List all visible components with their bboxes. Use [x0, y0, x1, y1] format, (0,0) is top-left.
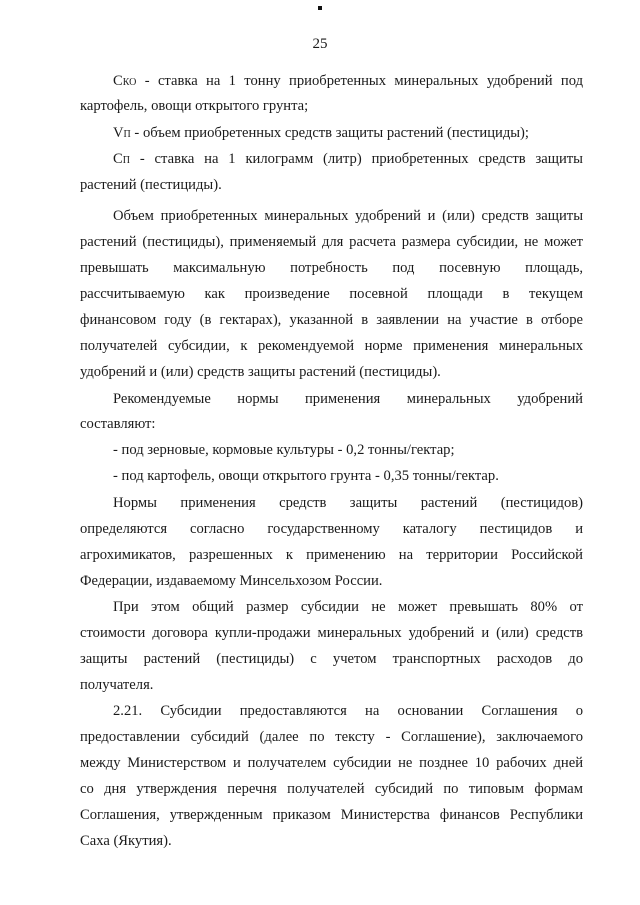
def-vp-text: - объем приобретенных средств защиты растений (пестициды);	[130, 125, 529, 141]
def-cko-line2: картофель, овощи открытого грунта;	[80, 98, 309, 114]
def-vp-line	[113, 120, 583, 148]
para-pesticides-line: Федерации, издаваемому Минсельхозом России.	[80, 573, 383, 589]
para-2-21-line: Саха (Якутия).	[80, 833, 172, 849]
def-cko-subscript: КО	[122, 77, 137, 88]
para-volume-line: Объем приобретенных минеральных удобрений и (или) средств защиты	[113, 208, 583, 224]
para-volume-line: превышать максимальную потребность под посевную площадь,	[80, 260, 583, 276]
def-vp-symbol: V	[113, 125, 124, 141]
para-pesticides-line: определяются согласно государственному каталогу пестицидов и	[80, 521, 583, 537]
para-limit-line: получателя.	[80, 677, 154, 693]
para-2-21-line: 2.21. Субсидии предоставляются на основании Соглашения о	[113, 703, 583, 719]
para-norms-line: Рекомендуемые нормы применения минеральных удобрений	[113, 391, 583, 407]
para-limit-line: стоимости договора купли-продажи минеральных удобрений и (или) средств	[80, 625, 583, 641]
def-cp-line1	[113, 146, 583, 174]
def-cp-line2: растений (пестициды).	[80, 177, 222, 193]
para-pesticides-line: Нормы применения средств защиты растений (пестицидов)	[113, 495, 583, 511]
def-cko-text: - ставка на 1 тонну приобретенных минеральных удобрений под	[136, 73, 583, 89]
para-volume-line: удобрений и (или) средств защиты растений (пестициды).	[80, 364, 441, 380]
def-vp-subscript: П	[123, 129, 131, 140]
def-cp-symbol: C	[113, 151, 123, 167]
def-cp-text: - ставка на 1 килограмм (литр) приобретенных средств защиты	[129, 151, 583, 167]
para-norms-line: составляют:	[80, 416, 156, 432]
para-2-21-line: предоставлении субсидий (далее по тексту - Соглашение), заключаемого	[80, 729, 583, 745]
para-volume-line: рассчитываемую как произведение посевной площади в текущем	[80, 286, 583, 302]
para-limit-line: защиты растений (пестициды) с учетом транспортных расходов до	[80, 651, 583, 667]
page-number: 25	[312, 36, 328, 52]
norm-list-item: - под зерновые, кормовые культуры - 0,2 тонны/гектар;	[113, 442, 455, 458]
para-volume-line: финансовом году (в гектарах), указанной в заявлении на участие в отборе	[80, 312, 583, 328]
def-cp-subscript: П	[122, 155, 130, 166]
para-2-21-line: со дня утверждения перечня получателей субсидий по типовым формам	[80, 781, 583, 797]
para-volume-line: получателей субсидии, к рекомендуемой норме применения минеральных	[80, 338, 583, 354]
scan-mark	[318, 6, 322, 10]
para-limit-line: При этом общий размер субсидии не может превышать 80% от	[113, 599, 583, 615]
norm-list-item: - под картофель, овощи открытого грунта - 0,35 тонны/гектар.	[113, 468, 499, 484]
def-cko-symbol: C	[113, 73, 123, 89]
para-volume-line: растений (пестициды), применяемый для расчета размера субсидии, не может	[80, 234, 583, 250]
def-cko-line1	[113, 68, 583, 96]
para-2-21-line: Соглашения, утвержденным приказом Министерства финансов Республики	[80, 807, 583, 823]
para-2-21-line: между Министерством и получателем субсидии не позднее 10 рабочих дней	[80, 755, 583, 771]
para-pesticides-line: агрохимикатов, разрешенных к применению на территории Российской	[80, 547, 583, 563]
